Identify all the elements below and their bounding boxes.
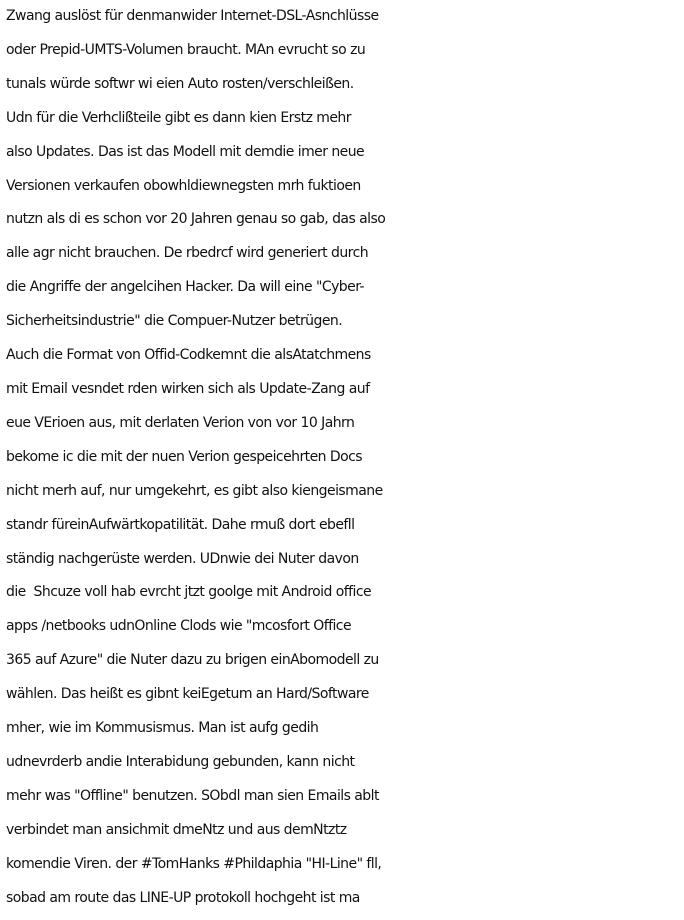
text-line: also Updates. Das ist das Modell mit demdie imer neue: [6, 143, 365, 160]
text-line: oder Prepid-UMTS-Volumen braucht. MAn evrucht so zu: [6, 41, 366, 58]
text-line: die Angriffe der angelcihen Hacker. Da will eine "Cyber-: [6, 279, 365, 296]
text-line: bekome ic die mit der nuen Verion gespeicehrten Docs: [6, 448, 363, 465]
text-line: Auch die Format von Offid-Codkemnt die alsAtatchmens: [6, 347, 371, 364]
text-line: sobad am route das LINE-UP protokoll hochgeht ist ma: [6, 889, 360, 906]
text-line: tunals würde softwr wi eien Auto rosten/verschleißen.: [6, 75, 354, 92]
text-line: wählen. Das heißt es gibnt keiEgetum an Hard/Software: [6, 686, 369, 703]
text-line: komendie Viren. der #TomHanks #Phildaphia "HI-Line" fll,: [6, 855, 382, 872]
text-line: nicht merh auf, nur umgekehrt, es gibt also kiengeismane: [6, 482, 383, 499]
text-line: alle agr nicht brauchen. De rbedrcf wird generiert durch: [6, 245, 369, 262]
text-line: eue VErioen aus, mit derlaten Verion von vor 10 Jahrn: [6, 414, 355, 431]
text-line: standr füreinAufwärtkopatilität. Dahe rmuß dort ebefll: [6, 516, 355, 533]
text-line: die Shcuze voll hab evrcht jtzt goolge mit Android office: [6, 584, 372, 601]
text-line: mehr was "Offline" benutzen. SObdl man sien Emails ablt: [6, 787, 379, 804]
text-line: Udn für die Verhclißteile gibt es dann kien Erstz mehr: [6, 109, 351, 126]
document-page: [6, 0, 684, 915]
text-line: mher, wie im Kommusismus. Man ist aufg gedih: [6, 720, 319, 737]
text-line: mit Email vesndet rden wirken sich als Update-Zang auf: [6, 380, 370, 397]
text-line: ständig nachgerüste werden. UDnwie dei Nuter davon: [6, 550, 359, 567]
text-line: Zwang auslöst für denmanwider Internet-DSL-Asnchlüsse: [6, 8, 379, 24]
text-line: Sicherheitsindustrie" die Compuer-Nutzer betrügen.: [6, 313, 343, 330]
text-line: apps /netbooks udnOnline Clods wie "mcosfort Office: [6, 618, 352, 635]
text-line: 365 auf Azure" die Nuter dazu zu brigen einAbomodell zu: [6, 652, 379, 669]
text-line: nutzn als di es schon vor 20 Jahren genau so gab, das also: [6, 211, 386, 228]
text-line: Versionen verkaufen obowhldiewnegsten mrh fuktioen: [6, 177, 361, 194]
text-line: udnevrderb andie Interabidung gebunden, kann nicht: [6, 753, 355, 770]
text-line: verbindet man ansichmit dmeNtz und aus demNtztz: [6, 821, 347, 838]
